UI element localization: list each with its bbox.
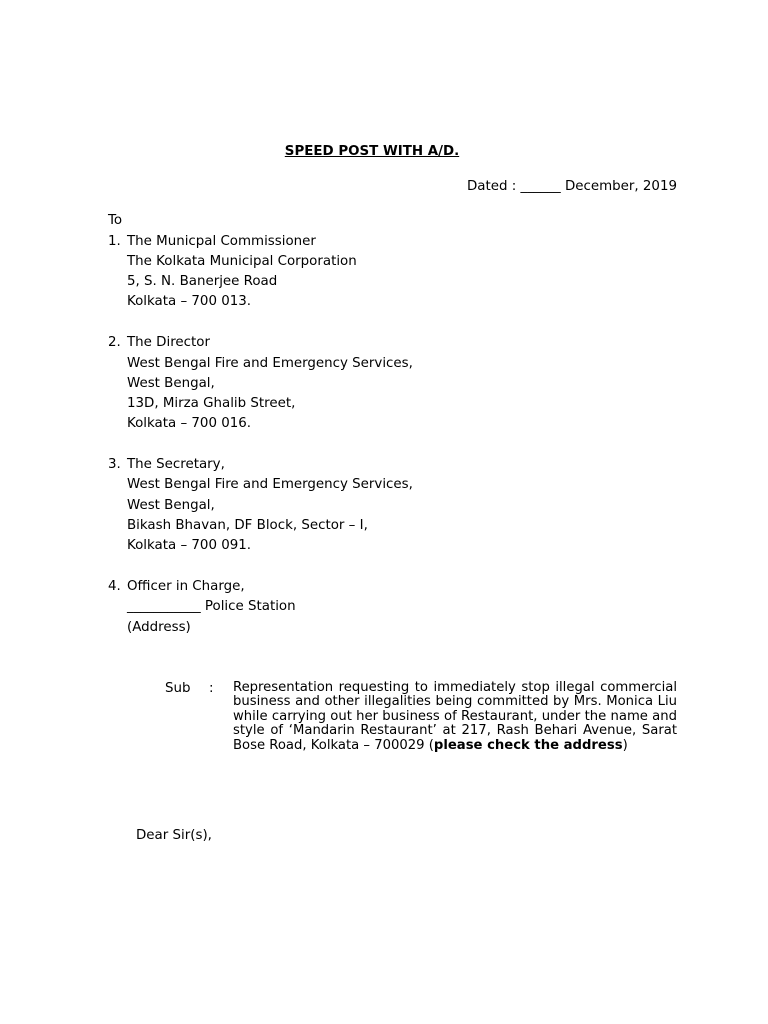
recipient-line: The Kolkata Municipal Corporation <box>127 254 357 269</box>
subject-text <box>233 681 677 753</box>
recipient-line: Officer in Charge, <box>127 579 245 594</box>
recipient-line: The Municpal Commissioner <box>127 234 316 249</box>
to-label: To <box>108 213 123 228</box>
recipient-line: 13D, Mirza Ghalib Street, <box>127 396 296 411</box>
salutation: Dear Sir(s), <box>136 828 212 843</box>
recipient-line: 5, S. N. Banerjee Road <box>127 274 278 289</box>
letter-heading: SPEED POST WITH A/D. <box>284 144 460 159</box>
recipient-number: 4. <box>108 579 121 594</box>
recipient-line: Bikash Bhavan, DF Block, Sector – I, <box>127 518 368 533</box>
recipient-line: West Bengal, <box>127 498 215 513</box>
recipient-line: The Secretary, <box>127 457 225 472</box>
recipient-line: Kolkata – 700 013. <box>127 294 252 309</box>
subject-body: Representation requesting to immediately stop illegal commercial business and other illegalities being committed by Mrs. Monica Liu while carrying out her business of Restaurant, under the name and style of ‘Mandarin Restaurant’ at 217, Rash Behari Avenue, Sarat Bose Road, Kolkata – 700029 ( <box>233 680 677 753</box>
dated-line: Dated : ______ December, 2019 <box>467 179 677 194</box>
recipient-line: West Bengal Fire and Emergency Services, <box>127 356 413 371</box>
recipient-line: Kolkata – 700 016. <box>127 416 252 431</box>
recipient-number: 1. <box>108 234 121 249</box>
recipient-line: Kolkata – 700 091. <box>127 538 252 553</box>
recipient-number: 3. <box>108 457 121 472</box>
recipient-line: (Address) <box>127 620 191 635</box>
recipient-line: ___________ Police Station <box>127 599 296 614</box>
subject-label: Sub <box>165 681 191 696</box>
recipient-line: West Bengal Fire and Emergency Services, <box>127 477 413 492</box>
subject-colon: : <box>209 681 214 696</box>
recipient-line: West Bengal, <box>127 376 215 391</box>
recipient-line: The Director <box>127 335 210 350</box>
recipient-number: 2. <box>108 335 121 350</box>
subject-bold-note: please check the address <box>433 737 623 753</box>
subject-closing: ) <box>622 737 628 753</box>
